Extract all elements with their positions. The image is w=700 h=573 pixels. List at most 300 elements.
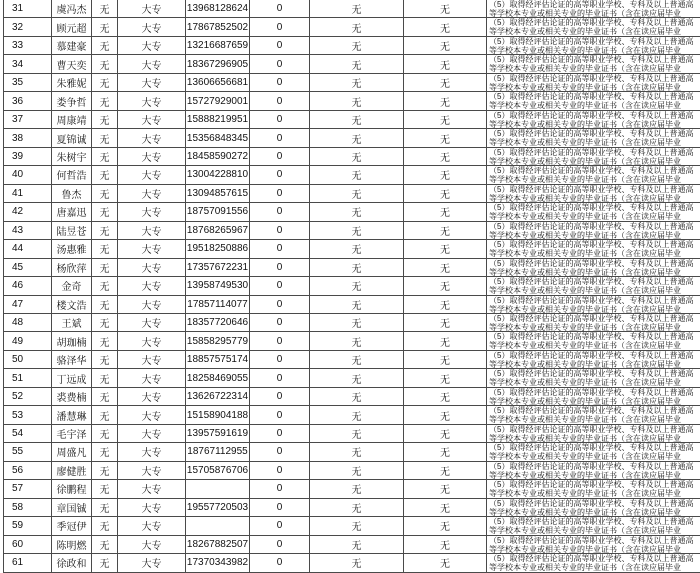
name-cell: 何哲浩 [52,166,92,183]
table-row [3,37,700,55]
status-cell-2: 无 [310,166,404,183]
requirement-cell [487,332,700,349]
phone-cell: 17857114077 [186,296,250,313]
status-cell-2: 无 [310,259,404,276]
table-row [3,499,700,517]
name-cell: 金奇 [52,277,92,294]
phone-cell: 13094857615 [186,185,250,202]
phone-cell: 18357720646 [186,314,250,331]
table-row [3,55,700,73]
requirement-text: （5）取得经评估论证的高等职业学校、专科及以上普通高等学校本专业或相关专业的毕业证书（含在读应届毕业 [489,36,694,55]
education-cell: 大专 [118,517,186,534]
count-cell: 0 [250,203,310,220]
count-cell: 0 [250,185,310,202]
phone-cell: 18857575174 [186,351,250,368]
count-cell: 0 [250,388,310,405]
status-cell: 无 [92,462,118,479]
status-cell-2: 无 [310,332,404,349]
name-cell: 曹天奕 [52,55,92,72]
phone-cell: 13004228810 [186,166,250,183]
status-cell: 无 [92,222,118,239]
row-number-cell: 42 [3,203,52,220]
phone-cell: 15888219951 [186,111,250,128]
status-cell-2: 无 [310,388,404,405]
requirement-cell [487,462,700,479]
table-row [3,554,700,572]
requirement-text: （5）取得经评估论证的高等职业学校、专科及以上普通高等学校本专业或相关专业的毕业证书（含在读应届毕业 [489,387,694,406]
phone-cell: 17357672231 [186,259,250,276]
requirement-text: （5）取得经评估论证的高等职业学校、专科及以上普通高等学校本专业或相关专业的毕业证书（含在读应届毕业 [489,166,694,184]
name-cell: 王斌 [52,314,92,331]
status-cell: 无 [92,259,118,276]
count-cell: 0 [250,480,310,497]
requirement-cell [487,203,700,220]
requirement-text: （5）取得经评估论证的高等职业学校、专科及以上普通高等学校本专业或相关专业的毕业证书（含在读应届毕业 [489,277,694,295]
phone-cell: 18768265967 [186,222,250,239]
education-cell: 大专 [118,222,186,239]
status-cell-3: 无 [404,277,487,294]
requirement-cell [487,499,700,516]
education-cell: 大专 [118,369,186,386]
status-cell-2: 无 [310,554,404,571]
status-cell-3: 无 [404,222,487,239]
requirement-text: （5）取得经评估论证的高等职业学校、专科及以上普通高等学校本专业或相关专业的毕业证书（含在读应届毕业 [489,147,694,166]
status-cell-2: 无 [310,480,404,497]
table-row [3,148,700,166]
count-cell: 0 [250,443,310,460]
education-cell: 大专 [118,443,186,460]
name-cell: 陈明燃 [52,536,92,553]
status-cell-3: 无 [404,517,487,534]
name-cell: 季冠伊 [52,517,92,534]
requirement-text: （5）取得经评估论证的高等职业学校、专科及以上普通高等学校本专业或相关专业的毕业证书（含在读应届毕业 [489,406,694,424]
status-cell-3: 无 [404,111,487,128]
status-cell: 无 [92,277,118,294]
requirement-text: （5）取得经评估论证的高等职业学校、专科及以上普通高等学校本专业或相关专业的毕业证书（含在读应届毕业 [489,129,694,147]
education-cell: 大专 [118,18,186,35]
status-cell-3: 无 [404,443,487,460]
status-cell-3: 无 [404,499,487,516]
requirement-cell [487,55,700,72]
name-cell: 朱雅妮 [52,74,92,91]
row-number-cell: 48 [3,314,52,331]
requirement-text: （5）取得经评估论证的高等职业学校、专科及以上普通高等学校本专业或相关专业的毕业证书（含在读应届毕业 [489,203,694,221]
status-cell: 无 [92,480,118,497]
phone-cell: 13957591619 [186,425,250,442]
row-number-cell: 47 [3,296,52,313]
status-cell-3: 无 [404,351,487,368]
phone-cell: 13626722314 [186,388,250,405]
education-cell: 大专 [118,462,186,479]
count-cell: 0 [250,37,310,54]
requirement-text: （5）取得经评估论证的高等职业学校、专科及以上普通高等学校本专业或相关专业的毕业证书（含在读应届毕业 [489,18,694,36]
status-cell-3: 无 [404,388,487,405]
table-row [3,314,700,332]
status-cell: 无 [92,388,118,405]
status-cell-2: 无 [310,55,404,72]
row-number-cell: 55 [3,443,52,460]
table-row [3,18,700,36]
table-row [3,369,700,387]
education-cell: 大专 [118,37,186,54]
name-cell: 章国铖 [52,499,92,516]
row-number-cell: 52 [3,388,52,405]
status-cell-2: 无 [310,240,404,257]
phone-cell: 18267882507 [186,536,250,553]
status-cell-2: 无 [310,536,404,553]
education-cell: 大专 [118,92,186,109]
education-cell: 大专 [118,0,186,17]
count-cell: 0 [250,0,310,17]
requirement-cell [487,185,700,202]
education-cell: 大专 [118,148,186,165]
table-row [3,222,700,240]
name-cell: 胡珈楠 [52,332,92,349]
status-cell-3: 无 [404,18,487,35]
status-cell: 无 [92,111,118,128]
status-cell: 无 [92,517,118,534]
status-cell-2: 无 [310,369,404,386]
phone-cell: 13968128624 [186,0,250,17]
status-cell: 无 [92,18,118,35]
name-cell: 顾元超 [52,18,92,35]
candidate-table [3,0,700,573]
row-number-cell: 53 [3,406,52,423]
phone-cell [186,517,250,534]
table-row [3,240,700,258]
status-cell-2: 无 [310,92,404,109]
requirement-text: （5）取得经评估论证的高等职业学校、专科及以上普通高等学校本专业或相关专业的毕业证书（含在读应届毕业 [489,55,694,73]
row-number-cell: 41 [3,185,52,202]
status-cell-2: 无 [310,296,404,313]
row-number-cell: 36 [3,92,52,109]
row-number-cell: 50 [3,351,52,368]
name-cell: 周盛凡 [52,443,92,460]
education-cell: 大专 [118,55,186,72]
row-number-cell: 61 [3,554,52,571]
count-cell: 0 [250,536,310,553]
status-cell-2: 无 [310,18,404,35]
name-cell: 徐鹏程 [52,480,92,497]
phone-cell: 13606656681 [186,74,250,91]
requirement-text: （5）取得经评估论证的高等职业学校、专科及以上普通高等学校本专业或相关专业的毕业证书（含在读应届毕业 [489,184,694,203]
table-row [3,388,700,406]
status-cell-3: 无 [404,240,487,257]
phone-cell: 13216687659 [186,37,250,54]
requirement-text: （5）取得经评估论证的高等职业学校、专科及以上普通高等学校本专业或相关专业的毕业证书（含在读应届毕业 [489,295,694,313]
requirement-cell [487,536,700,553]
table-row [3,517,700,535]
count-cell: 0 [250,240,310,257]
count-cell: 0 [250,406,310,423]
name-cell: 慕建豪 [52,37,92,54]
status-cell: 无 [92,185,118,202]
status-cell: 无 [92,55,118,72]
requirement-cell [487,166,700,183]
name-cell: 娄争哲 [52,92,92,109]
row-number-cell: 39 [3,148,52,165]
status-cell-2: 无 [310,425,404,442]
count-cell: 0 [250,18,310,35]
status-cell-3: 无 [404,259,487,276]
table-row [3,277,700,295]
status-cell-2: 无 [310,499,404,516]
status-cell-3: 无 [404,148,487,165]
status-cell-3: 无 [404,536,487,553]
table-row [3,296,700,314]
name-cell: 廖健胜 [52,462,92,479]
status-cell-3: 无 [404,185,487,202]
requirement-cell [487,406,700,423]
row-number-cell: 57 [3,480,52,497]
status-cell-2: 无 [310,203,404,220]
status-cell-3: 无 [404,203,487,220]
requirement-cell [487,240,700,257]
education-cell: 大专 [118,203,186,220]
status-cell-3: 无 [404,296,487,313]
requirement-cell [487,148,700,165]
requirement-text: （5）取得经评估论证的高等职业学校、专科及以上普通高等学校本专业或相关专业的毕业证书（含在读应届毕业 [489,110,694,129]
name-cell: 周康靖 [52,111,92,128]
status-cell: 无 [92,148,118,165]
status-cell-2: 无 [310,74,404,91]
requirement-cell [487,0,700,17]
phone-cell: 15356848345 [186,129,250,146]
row-number-cell: 32 [3,18,52,35]
requirement-cell [487,425,700,442]
phone-cell [186,480,250,497]
status-cell-2: 无 [310,148,404,165]
requirement-cell [487,18,700,35]
status-cell-3: 无 [404,74,487,91]
status-cell: 无 [92,240,118,257]
requirement-text: （5）取得经评估论证的高等职业学校、专科及以上普通高等学校本专业或相关专业的毕业证书（含在读应届毕业 [489,498,694,517]
row-number-cell: 56 [3,462,52,479]
education-cell: 大专 [118,185,186,202]
name-cell: 楼文浩 [52,296,92,313]
name-cell: 虞冯杰 [52,0,92,17]
status-cell-2: 无 [310,111,404,128]
status-cell: 无 [92,0,118,17]
row-number-cell: 35 [3,74,52,91]
requirement-text: （5）取得经评估论证的高等职业学校、专科及以上普通高等学校本专业或相关专业的毕业证书（含在读应届毕业 [489,0,694,18]
status-cell-2: 无 [310,277,404,294]
education-cell: 大专 [118,554,186,571]
status-cell-3: 无 [404,369,487,386]
education-cell: 大专 [118,499,186,516]
requirement-text: （5）取得经评估论证的高等职业学校、专科及以上普通高等学校本专业或相关专业的毕业证书（含在读应届毕业 [489,461,694,480]
requirement-cell [487,111,700,128]
requirement-text: （5）取得经评估论证的高等职业学校、专科及以上普通高等学校本专业或相关专业的毕业证书（含在读应届毕业 [489,424,694,443]
status-cell-3: 无 [404,462,487,479]
row-number-cell: 38 [3,129,52,146]
phone-cell: 15727929001 [186,92,250,109]
name-cell: 骆泽华 [52,351,92,368]
row-number-cell: 45 [3,259,52,276]
requirement-text: （5）取得经评估论证的高等职业学校、专科及以上普通高等学校本专业或相关专业的毕业证书（含在读应届毕业 [489,332,694,350]
status-cell-2: 无 [310,462,404,479]
status-cell: 无 [92,369,118,386]
count-cell: 0 [250,166,310,183]
table-row [3,332,700,350]
education-cell: 大专 [118,259,186,276]
count-cell: 0 [250,259,310,276]
table-row [3,462,700,480]
count-cell: 0 [250,111,310,128]
requirement-text: （5）取得经评估论证的高等职业学校、专科及以上普通高等学校本专业或相关专业的毕业证书（含在读应届毕业 [489,554,694,572]
count-cell: 0 [250,554,310,571]
requirement-cell [487,259,700,276]
status-cell: 无 [92,129,118,146]
status-cell-2: 无 [310,406,404,423]
status-cell: 无 [92,443,118,460]
requirement-cell [487,222,700,239]
row-number-cell: 31 [3,0,52,17]
requirement-cell [487,388,700,405]
name-cell: 丁远成 [52,369,92,386]
count-cell: 0 [250,517,310,534]
status-cell-2: 无 [310,314,404,331]
requirement-cell [487,74,700,91]
phone-cell: 18458590272 [186,148,250,165]
status-cell-2: 无 [310,129,404,146]
education-cell: 大专 [118,406,186,423]
count-cell: 0 [250,296,310,313]
status-cell-2: 无 [310,37,404,54]
row-number-cell: 54 [3,425,52,442]
name-cell: 唐嘉迅 [52,203,92,220]
count-cell: 0 [250,222,310,239]
phone-cell: 17867852502 [186,18,250,35]
requirement-text: （5）取得经评估论证的高等职业学校、专科及以上普通高等学校本专业或相关专业的毕业证书（含在读应届毕业 [489,517,694,535]
requirement-text: （5）取得经评估论证的高等职业学校、专科及以上普通高等学校本专业或相关专业的毕业证书（含在读应届毕业 [489,240,694,258]
count-cell: 0 [250,462,310,479]
status-cell: 无 [92,314,118,331]
count-cell: 0 [250,277,310,294]
requirement-text: （5）取得经评估论证的高等职业学校、专科及以上普通高等学校本专业或相关专业的毕业证书（含在读应届毕业 [489,221,694,240]
name-cell: 杨欣萍 [52,259,92,276]
status-cell-3: 无 [404,0,487,17]
requirement-text: （5）取得经评估论证的高等职业学校、专科及以上普通高等学校本专业或相关专业的毕业证书（含在读应届毕业 [489,92,694,110]
education-cell: 大专 [118,166,186,183]
status-cell-3: 无 [404,332,487,349]
education-cell: 大专 [118,351,186,368]
status-cell-2: 无 [310,517,404,534]
status-cell: 无 [92,203,118,220]
count-cell: 0 [250,369,310,386]
phone-cell: 18258469055 [186,369,250,386]
table-row [3,92,700,110]
row-number-cell: 44 [3,240,52,257]
row-number-cell: 49 [3,332,52,349]
status-cell-3: 无 [404,166,487,183]
table-row [3,351,700,369]
status-cell: 无 [92,554,118,571]
status-cell: 无 [92,296,118,313]
phone-cell: 19557720503 [186,499,250,516]
education-cell: 大专 [118,74,186,91]
requirement-cell [487,37,700,54]
requirement-cell [487,277,700,294]
phone-cell: 13958749530 [186,277,250,294]
row-number-cell: 51 [3,369,52,386]
table-row [3,259,700,277]
status-cell: 无 [92,425,118,442]
name-cell: 潘慧琳 [52,406,92,423]
requirement-cell [487,443,700,460]
status-cell-3: 无 [404,92,487,109]
status-cell: 无 [92,92,118,109]
table-row [3,536,700,554]
name-cell: 徐政和 [52,554,92,571]
table-row [3,185,700,203]
phone-cell: 18767112955 [186,443,250,460]
phone-cell: 18757091556 [186,203,250,220]
status-cell-3: 无 [404,37,487,54]
table-row [3,129,700,147]
count-cell: 0 [250,92,310,109]
requirement-cell [487,92,700,109]
education-cell: 大专 [118,129,186,146]
count-cell: 0 [250,74,310,91]
requirement-text: （5）取得经评估论证的高等职业学校、专科及以上普通高等学校本专业或相关专业的毕业证书（含在读应届毕业 [489,350,694,369]
count-cell: 0 [250,314,310,331]
status-cell-3: 无 [404,480,487,497]
status-cell-2: 无 [310,351,404,368]
phone-cell: 17370343982 [186,554,250,571]
status-cell: 无 [92,37,118,54]
row-number-cell: 37 [3,111,52,128]
status-cell-3: 无 [404,554,487,571]
status-cell-3: 无 [404,425,487,442]
row-number-cell: 60 [3,536,52,553]
row-number-cell: 40 [3,166,52,183]
phone-cell: 15858295779 [186,332,250,349]
row-number-cell: 58 [3,499,52,516]
requirement-text: （5）取得经评估论证的高等职业学校、专科及以上普通高等学校本专业或相关专业的毕业证书（含在读应届毕业 [489,535,694,554]
requirement-cell [487,296,700,313]
table-row [3,480,700,498]
name-cell: 汤惠雅 [52,240,92,257]
count-cell: 0 [250,499,310,516]
name-cell: 毛宇泽 [52,425,92,442]
table-row [3,111,700,129]
requirement-cell [487,129,700,146]
count-cell: 0 [250,332,310,349]
name-cell: 朱树宇 [52,148,92,165]
requirement-cell [487,314,700,331]
status-cell-3: 无 [404,314,487,331]
count-cell: 0 [250,351,310,368]
status-cell: 无 [92,74,118,91]
status-cell: 无 [92,332,118,349]
phone-cell: 15705876706 [186,462,250,479]
row-number-cell: 43 [3,222,52,239]
education-cell: 大专 [118,314,186,331]
requirement-cell [487,517,700,534]
name-cell: 陆昱苍 [52,222,92,239]
status-cell: 无 [92,166,118,183]
requirement-cell [487,351,700,368]
requirement-cell [487,554,700,571]
name-cell: 裘费楠 [52,388,92,405]
count-cell: 0 [250,148,310,165]
table-row [3,166,700,184]
status-cell-2: 无 [310,0,404,17]
phone-cell: 18367296905 [186,55,250,72]
requirement-cell [487,480,700,497]
row-number-cell: 59 [3,517,52,534]
